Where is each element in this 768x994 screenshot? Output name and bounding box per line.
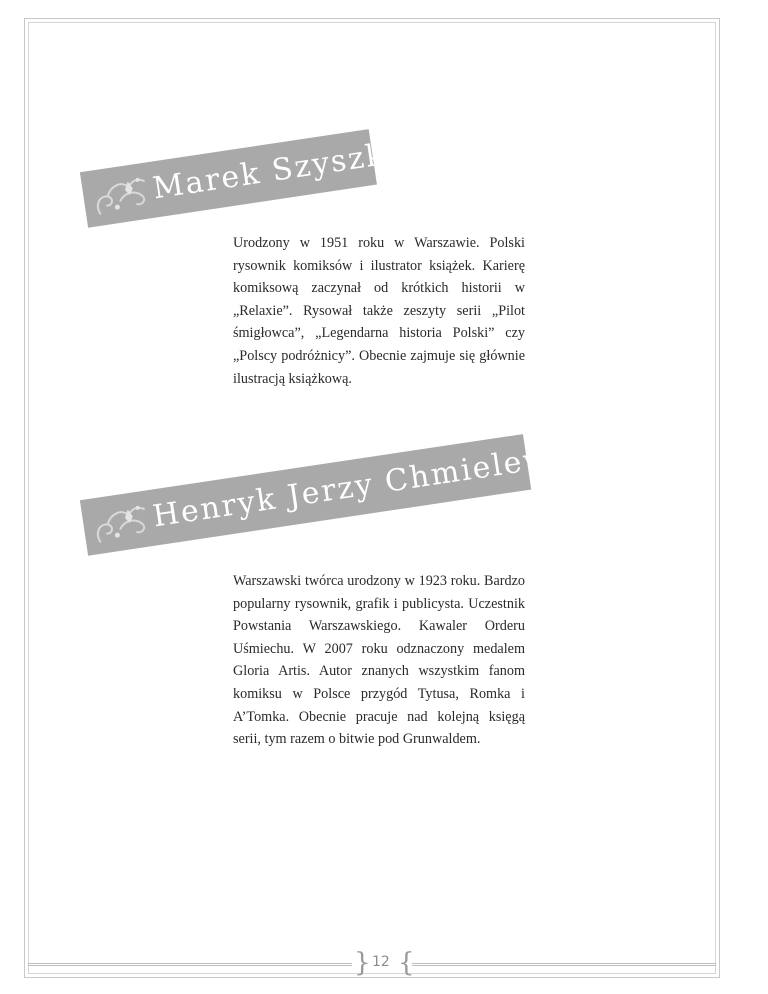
page-footer: [28, 948, 716, 978]
right-curly-brace-icon: }: [354, 948, 371, 978]
artist-bio: Urodzony w 1951 roku w Warszawie. Polski rysownik komiksów i ilustrator książek. Karierę komiksową zaczynał od krótkich historii w „Relaxie”. Rysował także zeszyty serii „Pilot śmigłowca”, „Legendarna historia Polski” czy „Polscy podróżnicy”. Obecnie zajmuje się głównie ilustracją książkową.: [233, 235, 525, 387]
page-number: 12: [372, 954, 390, 970]
artist-bio: Warszawski twórca urodzony w 1923 roku. Bardzo popularny rysownik, grafik i publicysta. Uczestnik Powstania Warszawskiego. Kawaler Orderu Uśmiechu. W 2007 roku odznaczony medalem Gloria Artis. Autor znanych wszystkim fanom komiksu w Polsce przygód Tytusa, Romka i A’Tomka. Obecnie pracuje nad kolejną księgą serii, tym razem o bitwie pod Grunwaldem.: [233, 573, 525, 748]
flourish-ornament-icon: [86, 166, 156, 223]
footer-rule-left: [28, 963, 352, 966]
footer-rule-right: [412, 963, 716, 966]
flourish-ornament-icon: [86, 494, 156, 551]
artist-name: Henryk Jerzy Chmielewski: [150, 433, 602, 535]
artist-name: Marek Szyszko: [150, 134, 409, 207]
left-curly-brace-icon: {: [398, 948, 415, 978]
